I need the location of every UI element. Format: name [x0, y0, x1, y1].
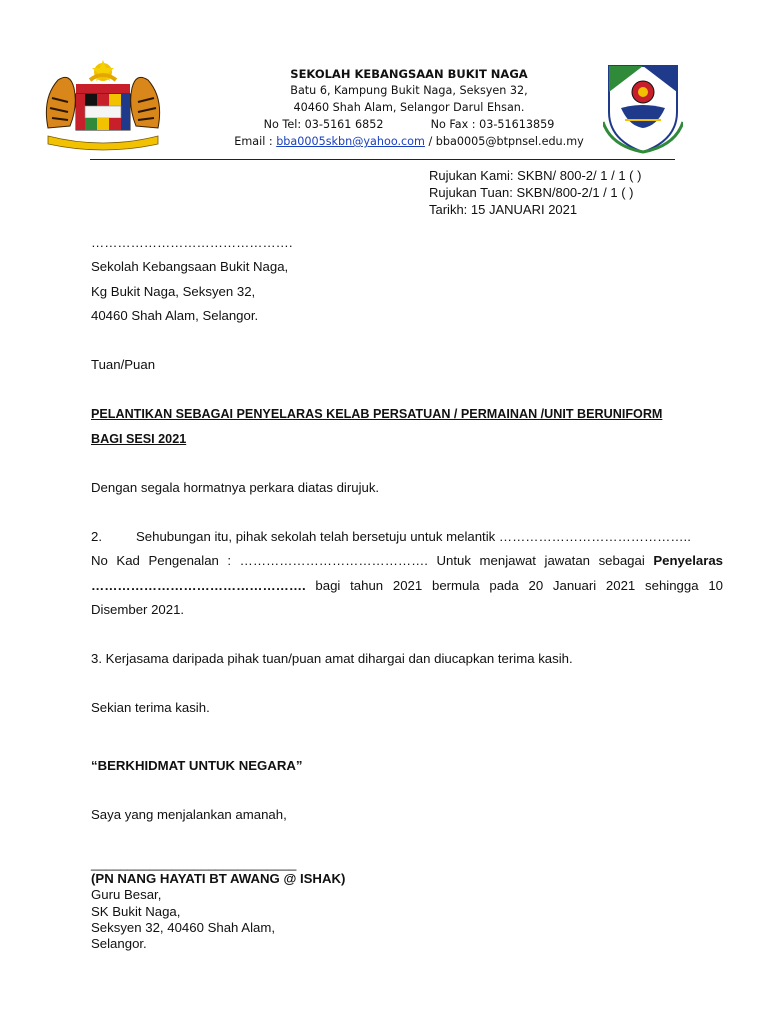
recipient-line-2: Kg Bukit Naga, Seksyen 32, [91, 284, 256, 299]
role-penyelaras: Penyelaras [653, 553, 723, 568]
signatory-address-3: Selangor. [91, 936, 147, 951]
fax: No Fax : 03-51613859 [430, 118, 555, 131]
school-badge-icon [603, 62, 683, 154]
recipient-line-1: Sekolah Kebangsaan Bukit Naga, [91, 259, 289, 274]
closing: Sekian terima kasih. [91, 700, 210, 715]
paragraph-2-line-2 [91, 553, 723, 569]
telephone: No Tel: 03-5161 6852 [263, 118, 384, 131]
motto: “BERKHIDMAT UNTUK NEGARA” [91, 758, 303, 773]
header-divider [90, 159, 675, 160]
email-line [205, 134, 613, 150]
recipient-line-3: 40460 Shah Alam, Selangor. [91, 308, 259, 323]
salutation: Tuan/Puan [91, 357, 156, 372]
paragraph-3: 3. Kerjasama daripada pihak tuan/puan amat dihargai dan diucapkan terima kasih. [91, 651, 573, 666]
address-line-2: 40460 Shah Alam, Selangor Darul Ehsan. [293, 101, 525, 114]
contact-line [205, 117, 613, 133]
signatory-address-1: SK Bukit Naga, [91, 904, 181, 919]
email-link[interactable]: bba0005skbn@yahoo.com [276, 135, 425, 148]
paragraph-2-number: 2. [91, 529, 102, 544]
letter-date: Tarikh: 15 JANUARI 2021 [429, 202, 578, 217]
email-label: Email : [234, 135, 277, 148]
subject-line-2: BAGI SESI 2021 [91, 432, 187, 446]
email-secondary: / bba0005@btpnsel.edu.my [424, 135, 584, 148]
school-name: SEKOLAH KEBANGSAAN BUKIT NAGA [290, 67, 528, 81]
address-line-1: Batu 6, Kampung Bukit Naga, Seksyen 32, [290, 84, 528, 97]
paragraph-1: Dengan segala hormatnya perkara diatas dirujuk. [91, 480, 380, 495]
paragraph-2-line-3 [91, 578, 723, 594]
trust-statement: Saya yang menjalankan amanah, [91, 807, 287, 822]
subject-line-1: PELANTIKAN SEBAGAI PENYELARAS KELAB PERSATUAN / PERMAINAN /UNIT BERUNIFORM [91, 407, 663, 421]
signatory-address-2: Seksyen 32, 40460 Shah Alam, [91, 920, 276, 935]
recipient-name-blank: ………………………………………. [91, 235, 293, 250]
signature-line: ____________________________ [91, 856, 297, 871]
paragraph-2-line-4: Disember 2021. [91, 602, 185, 617]
coat-of-arms-icon [40, 58, 166, 152]
paragraph-2-line-1: Sehubungan itu, pihak sekolah telah bersetuju untuk melantik …………………………………….. [136, 529, 691, 544]
reference-ours: Rujukan Kami: SKBN/ 800-2/ 1 / 1 ( ) [429, 168, 642, 183]
paragraph-2-ic-text: No Kad Pengenalan : ……………………………………. Untuk menjawat jawatan sebagai [91, 553, 654, 568]
signatory-title: Guru Besar, [91, 887, 162, 902]
paragraph-2-period: bagi tahun 2021 bermula pada 20 Januari 2021 sehingga 10 [305, 578, 723, 593]
signatory-name: (PN NANG HAYATI BT AWANG @ ISHAK) [91, 871, 346, 886]
reference-yours: Rujukan Tuan: SKBN/800-2/1 / 1 ( ) [429, 185, 634, 200]
role-blank: …………………………………………. [91, 578, 306, 593]
